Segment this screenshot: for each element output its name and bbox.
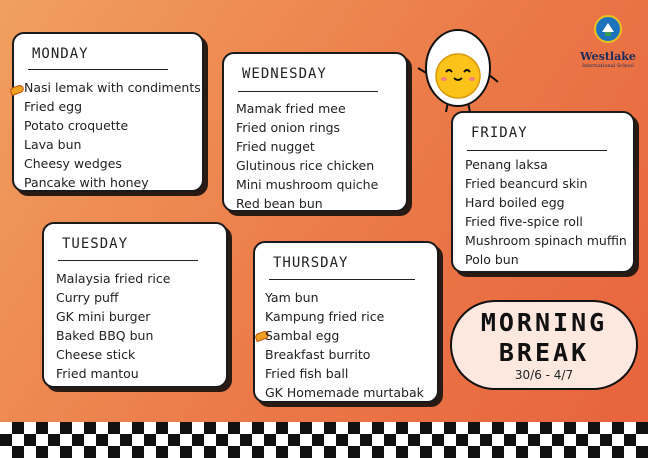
list-item: GK Homemade murtabak [265,385,424,400]
monday-card [12,32,204,192]
list-item: Fried onion rings [236,120,341,135]
list-item: Mini mushroom quiche [236,177,379,192]
list-item: Baked BBQ bun [56,328,154,343]
list-item: Red bean bun [236,196,323,211]
list-item: Fried nugget [236,139,315,154]
day-title: MONDAY [32,46,89,62]
list-item: Yam bun [265,290,319,305]
list-item: Pancake with honey [24,175,149,190]
list-item: Mushroom spinach muffin [465,233,627,248]
list-item: Fried fish ball [265,366,349,381]
logo-subtitle: International School [582,63,634,69]
morning-break-banner [450,300,638,390]
list-item: Cheese stick [56,347,136,362]
wednesday-card [222,52,408,212]
list-item: Malaysia fried rice [56,271,171,286]
list-item: Potato croquette [24,118,129,133]
divider [58,260,198,261]
menu-list [465,155,627,269]
list-item: Hard boiled egg [465,195,565,210]
day-title: THURSDAY [273,255,349,271]
list-item: GK mini burger [56,309,151,324]
list-item: Penang laksa [465,157,548,172]
list-item: Nasi lemak with condiments [24,80,201,95]
day-title: FRIDAY [471,125,528,141]
logo-name: Westlake [580,50,636,63]
list-item: Mamak fried mee [236,101,346,116]
checkered-border [0,422,648,458]
list-item: Breakfast burrito [265,347,371,362]
list-item: Glutinous rice chicken [236,158,375,173]
menu-list [56,269,170,383]
divider [467,150,607,151]
banner-dates: 30/6 - 4/7 [514,368,574,382]
day-title: WEDNESDAY [242,66,327,82]
tuesday-card [42,222,228,388]
list-item: Fried egg [24,99,83,114]
list-item: Lava bun [24,137,82,152]
list-item: Fried five-spice roll [465,214,583,229]
day-title: TUESDAY [62,236,129,252]
list-item: Fried beancurd skin [465,176,588,191]
chili-icon [9,84,25,96]
menu-list [236,99,378,213]
egg-mascot-icon [410,22,506,114]
list-item: Polo bun [465,252,519,267]
menu-list [265,288,424,402]
banner-line-2: BREAK [498,338,590,367]
divider [238,91,378,92]
list-item: Sambal egg [265,328,340,343]
thursday-card [253,241,439,403]
banner-line-1: MORNING [480,308,608,337]
friday-card [451,111,635,273]
divider [269,279,415,280]
list-item: Fried mantou [56,366,139,381]
list-item: Kampung fried rice [265,309,385,324]
menu-list [24,78,201,192]
school-crest-icon [593,14,623,44]
divider [28,69,168,70]
school-logo [578,14,638,69]
list-item: Curry puff [56,290,119,305]
list-item: Cheesy wedges [24,156,122,171]
